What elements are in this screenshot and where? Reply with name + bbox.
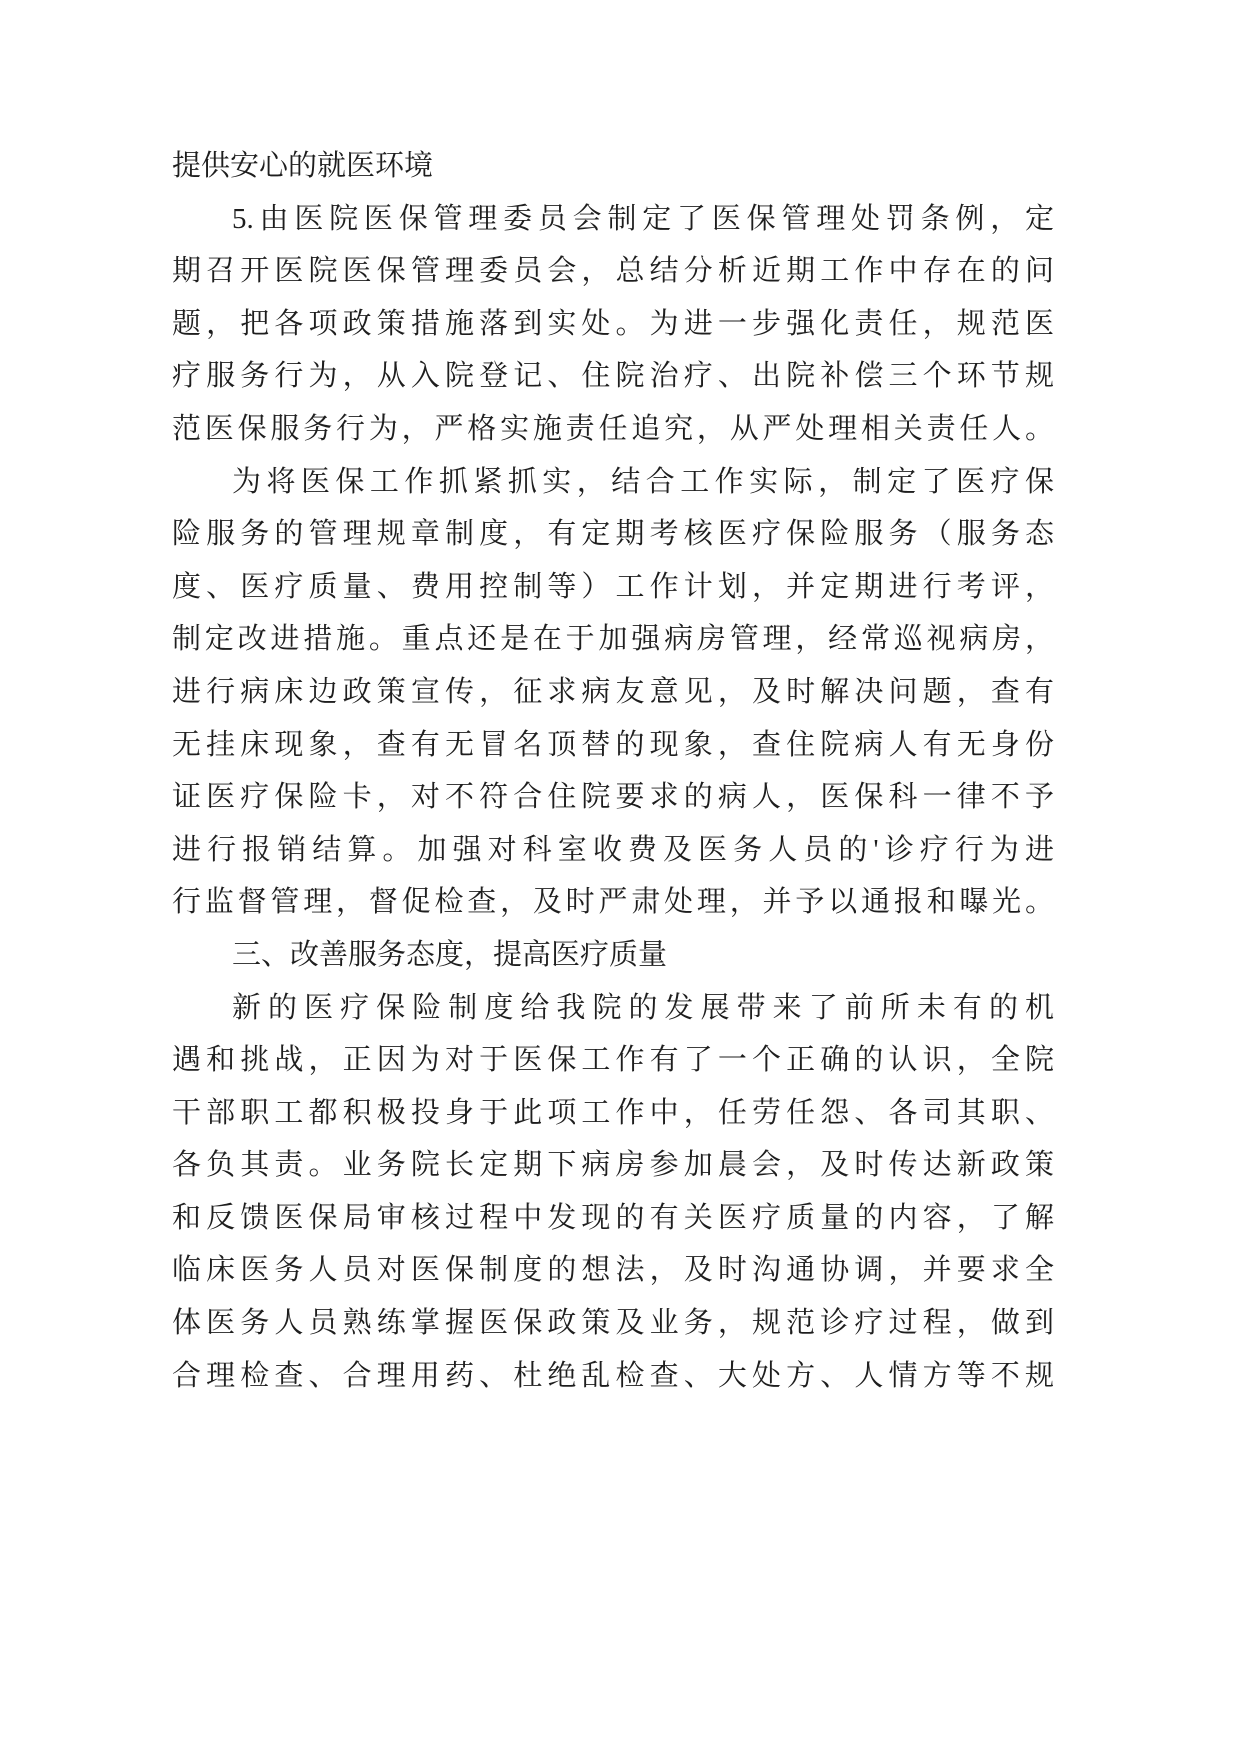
text-line: 遇和挑战，正因为对于医保工作有了一个正确的认识，全院 [172, 1044, 1054, 1077]
text-line: 进行病床边政策宣传，征求病友意见，及时解决问题，查有 [172, 675, 1054, 708]
text-line: 临床医务人员对医保制度的想法，及时沟通协调，并要求全 [172, 1254, 1054, 1287]
text-line: 期召开医院医保管理委员会，总结分析近期工作中存在的问 [172, 255, 1054, 288]
text-line: 制定改进措施。重点还是在于加强病房管理，经常巡视病房， [172, 623, 1054, 656]
text-line: 范医保服务行为，严格实施责任追究，从严处理相关责任人。 [172, 412, 1054, 445]
text-line: 度、医疗质量、费用控制等）工作计划，并定期进行考评， [172, 570, 1054, 603]
text-line: 疗服务行为，从入院登记、住院治疗、出院补偿三个环节规 [172, 360, 1054, 393]
paragraph-item-5 [172, 193, 1054, 456]
paragraph-management [172, 456, 1054, 929]
text-line: 行监督管理，督促检查，及时严肃处理，并予以通报和曝光。 [172, 886, 1054, 919]
text-line: 各负其责。业务院长定期下病房参加晨会，及时传达新政策 [172, 1149, 1054, 1182]
text-line: 进行报销结算。加强对科室收费及医务人员的'诊疗行为进 [172, 833, 1054, 866]
text-line: 和反馈医保局审核过程中发现的有关医疗质量的内容，了解 [172, 1201, 1054, 1234]
text-line: 5.由医院医保管理委员会制定了医保管理处罚条例，定 [232, 202, 1054, 235]
text-line: 为将医保工作抓紧抓实，结合工作实际，制定了医疗保 [232, 465, 1054, 498]
text-line: 险服务的管理规章制度，有定期考核医疗保险服务（服务态 [172, 518, 1054, 551]
text-line: 证医疗保险卡，对不符合住院要求的病人，医保科一律不予 [172, 781, 1054, 814]
text-line: 题，把各项政策措施落到实处。为进一步强化责任，规范医 [172, 307, 1054, 340]
paragraph-service [172, 982, 1054, 1403]
text-line: 干部职工都积极投身于此项工作中，任劳任怨、各司其职、 [172, 1096, 1054, 1129]
body-text [172, 140, 1054, 1402]
text-line: 新的医疗保险制度给我院的发展带来了前所未有的机 [232, 991, 1054, 1024]
section-heading [172, 929, 1054, 982]
text-line: 提供安心的就医环境 [172, 150, 434, 182]
paragraph-continuation [172, 140, 1054, 193]
section-heading-text: 三、改善服务态度，提高医疗质量 [232, 938, 668, 971]
text-line: 无挂床现象，查有无冒名顶替的现象，查住院病人有无身份 [172, 728, 1054, 761]
text-line: 合理检查、合理用药、杜绝乱检查、大处方、人情方等不规 [172, 1359, 1054, 1392]
text-line: 体医务人员熟练掌握医保政策及业务，规范诊疗过程，做到 [172, 1307, 1054, 1340]
